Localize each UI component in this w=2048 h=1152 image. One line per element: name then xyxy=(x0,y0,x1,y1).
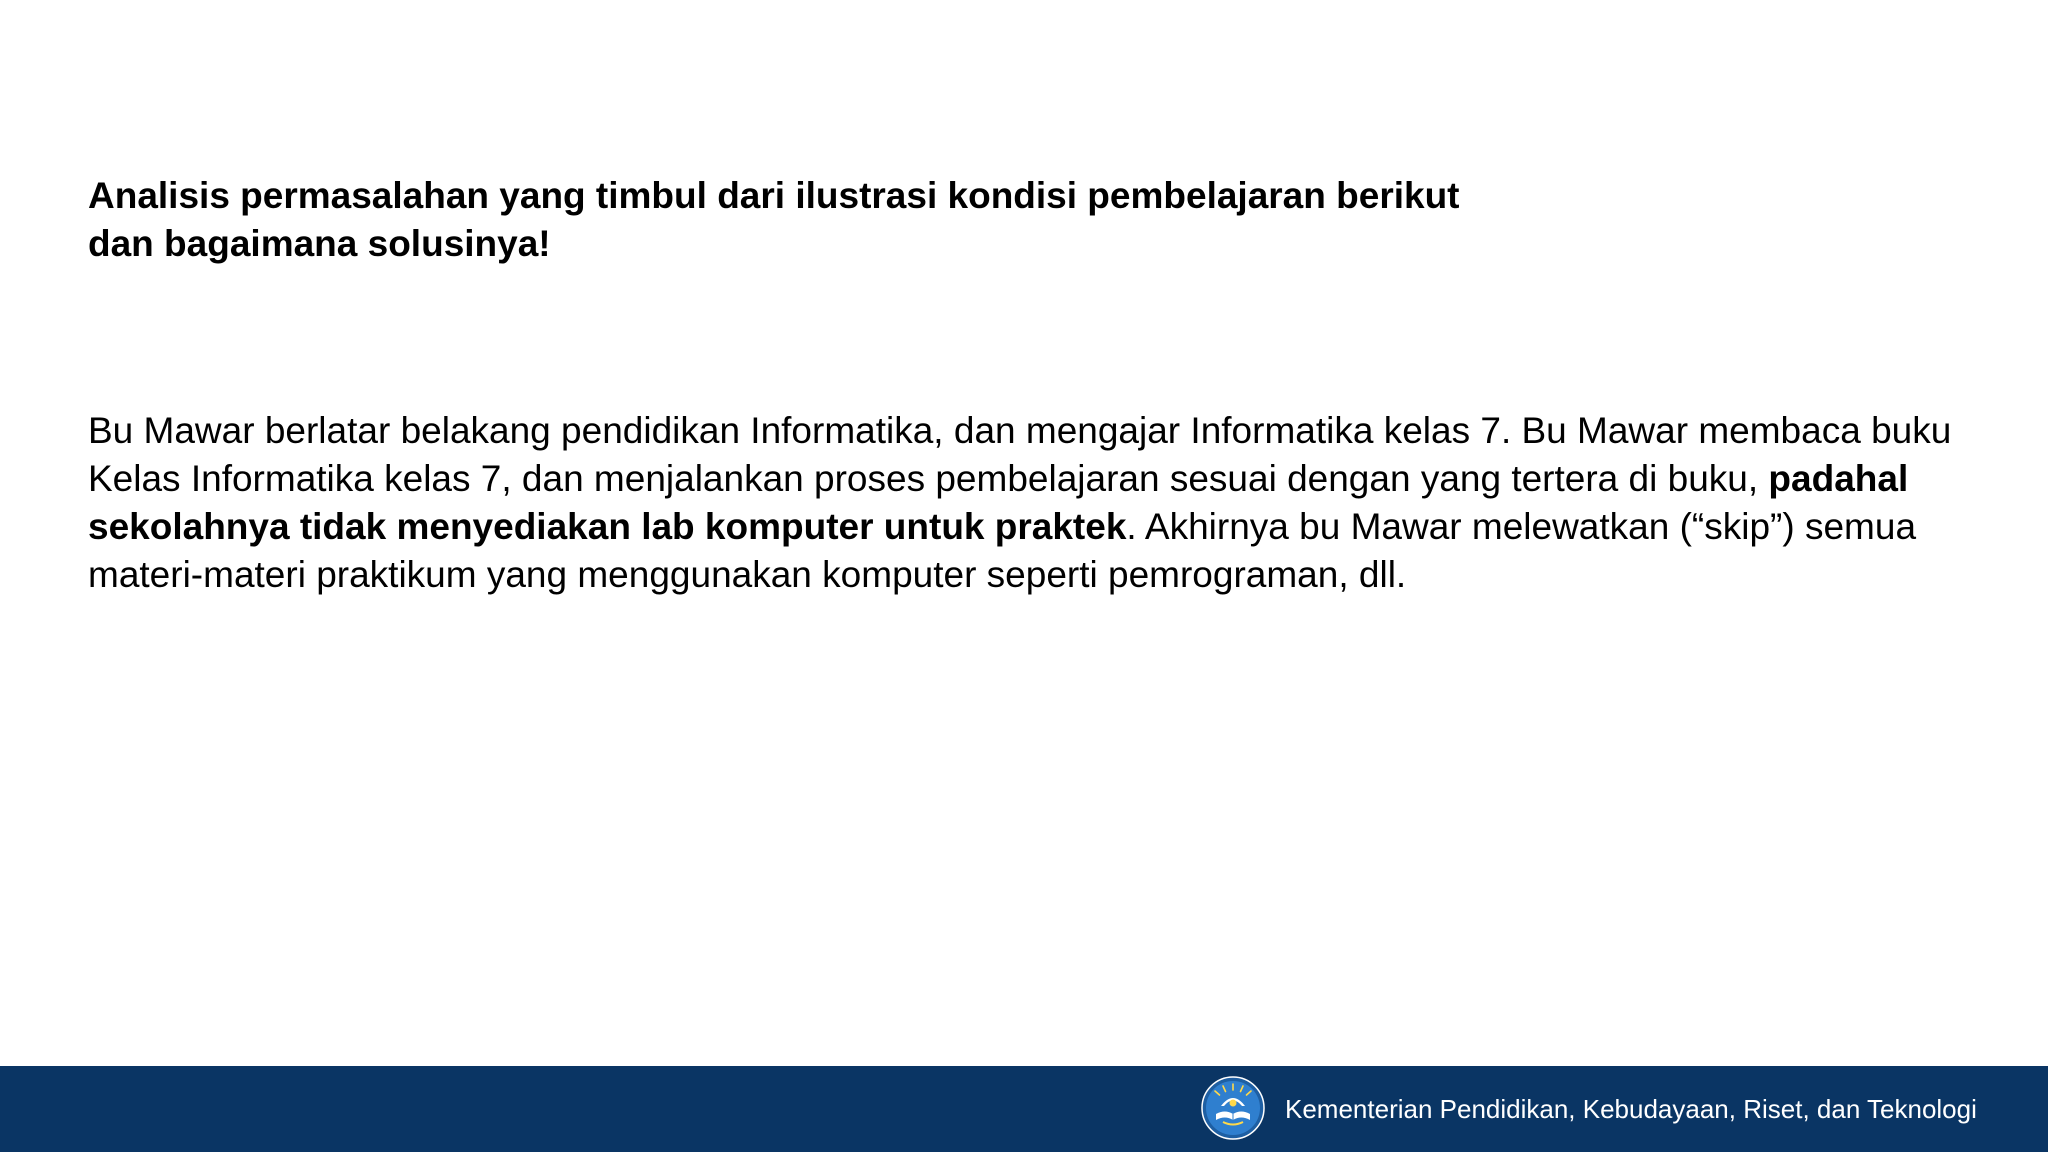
prompt-heading-line-1: Analisis permasalahan yang timbul dari ilustrasi kondisi pembelajaran berikut xyxy=(88,175,1460,216)
footer-bar xyxy=(0,1066,2048,1152)
ministry-name: Kementerian Pendidikan, Kebudayaan, Riset, dan Teknologi xyxy=(1285,1094,1977,1124)
case-description xyxy=(88,407,1988,599)
case-text-part-2: . Akhirnya bu Mawar melewatkan (“skip”) semua materi-materi praktikum yang menggunakan komputer seperti pemrograman, dll. xyxy=(88,506,1917,595)
case-text-part-1: Bu Mawar berlatar belakang pendidikan Informatika, dan mengajar Informatika kelas 7. Bu Mawar membaca buku Kelas Informatika kelas 7, dan menjalankan proses pembelajaran sesuai dengan yang tertera di buku, xyxy=(88,410,1952,499)
tut-wuri-handayani-emblem-icon xyxy=(1201,1076,1265,1140)
prompt-heading-line-2: dan bagaimana solusinya! xyxy=(88,223,551,264)
case-text-emphasis: padahal sekolahnya tidak menyediakan lab komputer untuk praktek xyxy=(88,458,1909,547)
prompt-heading xyxy=(88,172,1648,268)
